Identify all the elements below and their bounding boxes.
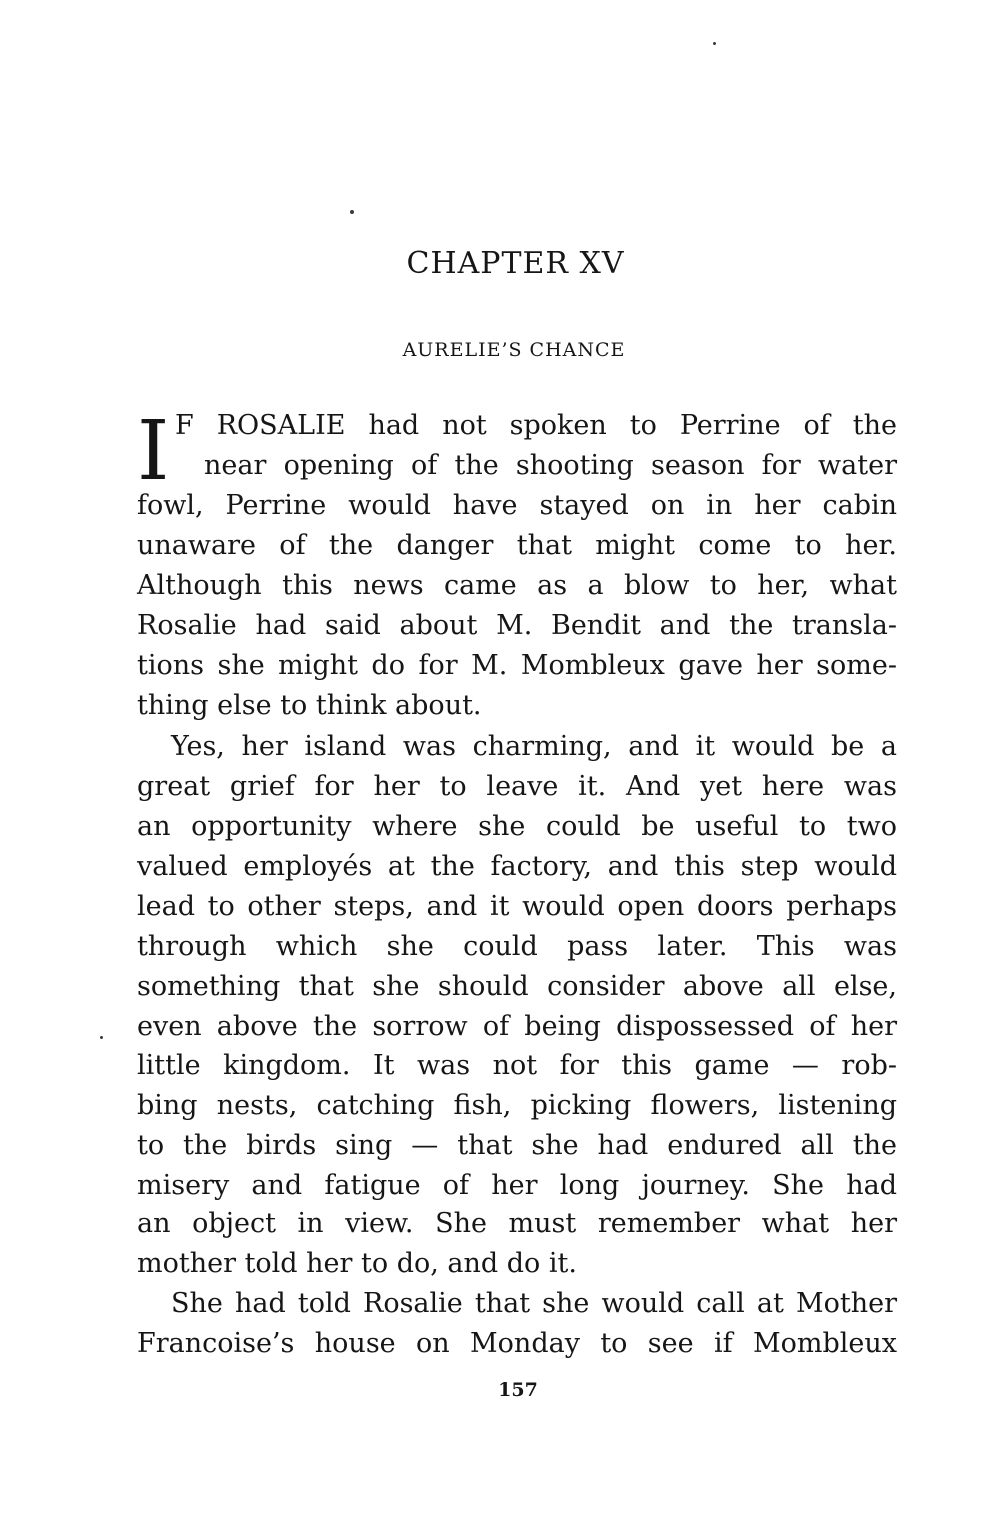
text-line: even above the sorrow of being dispossessed of her [137, 1011, 897, 1042]
text-line: Although this news came as a blow to her, what [137, 570, 897, 601]
scan-speck [100, 1036, 103, 1039]
text-line: unaware of the danger that might come to her. [137, 530, 897, 561]
text-line: little kingdom. It was not for this game — rob- [137, 1050, 897, 1081]
text-line: through which she could pass later. This was [137, 931, 897, 962]
text-line: misery and fatigue of her long journey. She had [137, 1170, 897, 1201]
text-line: She had told Rosalie that she would call at Mother [171, 1288, 897, 1319]
text-line: an object in view. She must remember what her [137, 1208, 897, 1239]
chapter-subtitle: AURELIE’S CHANCE [402, 339, 626, 361]
text-line: lead to other steps, and it would open doors perhaps [137, 891, 897, 922]
text-line: near opening of the shooting season for water [204, 450, 897, 481]
drop-cap: I [137, 404, 170, 499]
text-line: F ROSALIE had not spoken to Perrine of the [175, 410, 897, 441]
text-line: to the birds sing — that she had endured all the [137, 1130, 897, 1161]
text-line: Yes, her island was charming, and it would be a [171, 731, 897, 762]
text-line: great grief for her to leave it. And yet here was [137, 771, 897, 802]
text-line: something that she should consider above all else, [137, 971, 897, 1002]
text-line: tions she might do for M. Mombleux gave her some- [137, 650, 897, 681]
text-line: bing nests, catching fish, picking flowers, listening [137, 1090, 897, 1121]
text-line: mother told her to do, and do it. [137, 1248, 577, 1279]
scan-speck [350, 210, 354, 214]
scan-speck [713, 42, 716, 45]
text-line: an opportunity where she could be useful to two [137, 811, 897, 842]
page-number: 157 [498, 1379, 538, 1401]
text-line: Rosalie had said about M. Bendit and the transla- [137, 610, 897, 641]
text-line: valued employés at the factory, and this step would [137, 851, 897, 882]
text-line: thing else to think about. [137, 690, 482, 721]
text-line: fowl, Perrine would have stayed on in her cabin [137, 490, 897, 521]
text-line: Francoise’s house on Monday to see if Mombleux [137, 1328, 897, 1359]
chapter-title: CHAPTER XV [406, 246, 625, 281]
